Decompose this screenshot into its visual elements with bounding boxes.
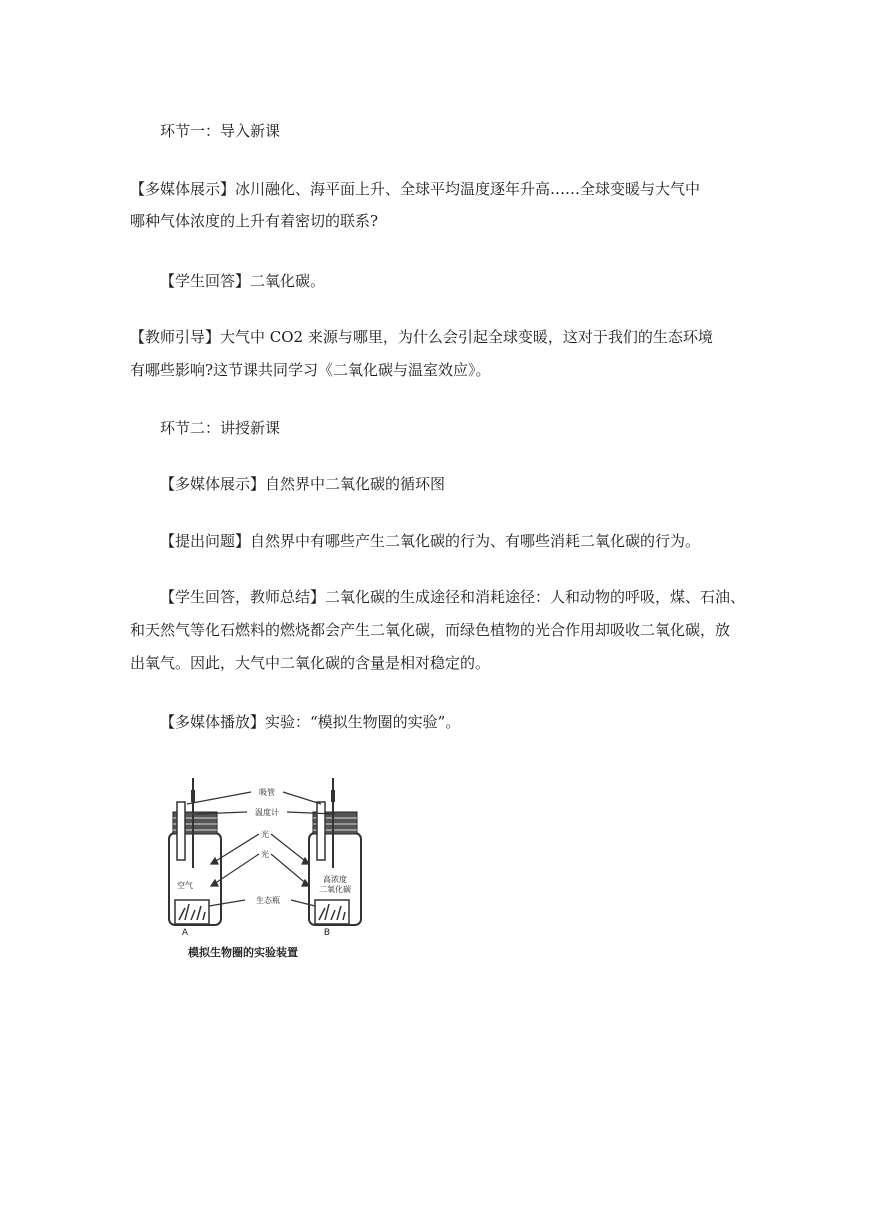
biosphere-experiment-diagram [155,760,395,965]
label-co2-line2: 二氧化碳 [319,885,351,894]
bottle-b [309,778,361,925]
paragraph-text: 二氧化碳的生成途径和消耗途径：人和动物的呼吸，煤、石油、 [325,588,746,606]
paragraph-tag: 【多媒体播放】 [160,713,266,731]
paragraph-multimedia-display-2 [160,469,780,499]
paragraph-continuation: 有哪些影响?这节课共同学习《二氧化碳与温室效应》。 [130,361,491,379]
paragraph-tag: 【提出问题】 [160,532,251,550]
label-air: 空气 [177,881,193,890]
paragraph-student-answer-1 [160,266,780,296]
label-thermometer: 温度计 [255,808,279,817]
figure-caption: 模拟生物圈的实验装置 [188,946,298,959]
paragraph-text: 大气中 CO2 来源与哪里，为什么会引起全球变暖，这对于我们的生态环境 [220,328,713,346]
paragraph-tag: 【教师引导】 [130,328,221,346]
paragraph-text: 自然界中二氧化碳的循环图 [265,475,446,493]
label-b: B [323,928,331,938]
paragraph-continuation: 哪种气体浓度的上升有着密切的联系? [130,212,379,230]
paragraph-tag: 【学生回答，教师总结】 [160,588,326,606]
label-a: A [181,928,189,938]
paragraph-continuation: 和天然气等化石燃料的燃烧都会产生二氧化碳，而绿色植物的光合作用却吸收二氧化碳，放 [130,621,731,639]
paragraph-continuation: 出氧气。因此，大气中二氧化碳的含量是相对稳定的。 [130,654,491,672]
paragraph-multimedia-display-1 [130,174,750,204]
label-tube: 吸管 [259,788,275,797]
paragraph-teacher-guide [130,322,750,352]
paragraph-summary [160,582,780,612]
paragraph-tag: 【学生回答】 [160,272,251,290]
paragraph-tag: 【多媒体展示】 [130,180,236,198]
bottle-a [169,778,221,925]
label-eco-bottle: 生态瓶 [256,896,280,905]
paragraph-text: 二氧化碳。 [250,272,326,290]
paragraph-text: 冰川融化、海平面上升、全球平均温度逐年升高……全球变暖与大气中 [235,180,701,198]
section-heading-2: 环节二：讲授新课 [160,419,281,437]
paragraph-question [160,526,780,556]
label-light-1: 光 [261,830,269,839]
paragraph-tag: 【多媒体展示】 [160,475,266,493]
experiment-figure [155,760,395,965]
paragraph-text: 自然界中有哪些产生二氧化碳的行为、有哪些消耗二氧化碳的行为。 [250,532,701,550]
section-heading-1: 环节一：导入新课 [160,122,281,140]
paragraph-multimedia-play [160,707,780,737]
label-light-2: 光 [261,850,269,859]
label-co2-line1: 高浓度 [323,875,347,884]
paragraph-text: 实验：“模拟生物圈的实验”。 [265,713,461,731]
